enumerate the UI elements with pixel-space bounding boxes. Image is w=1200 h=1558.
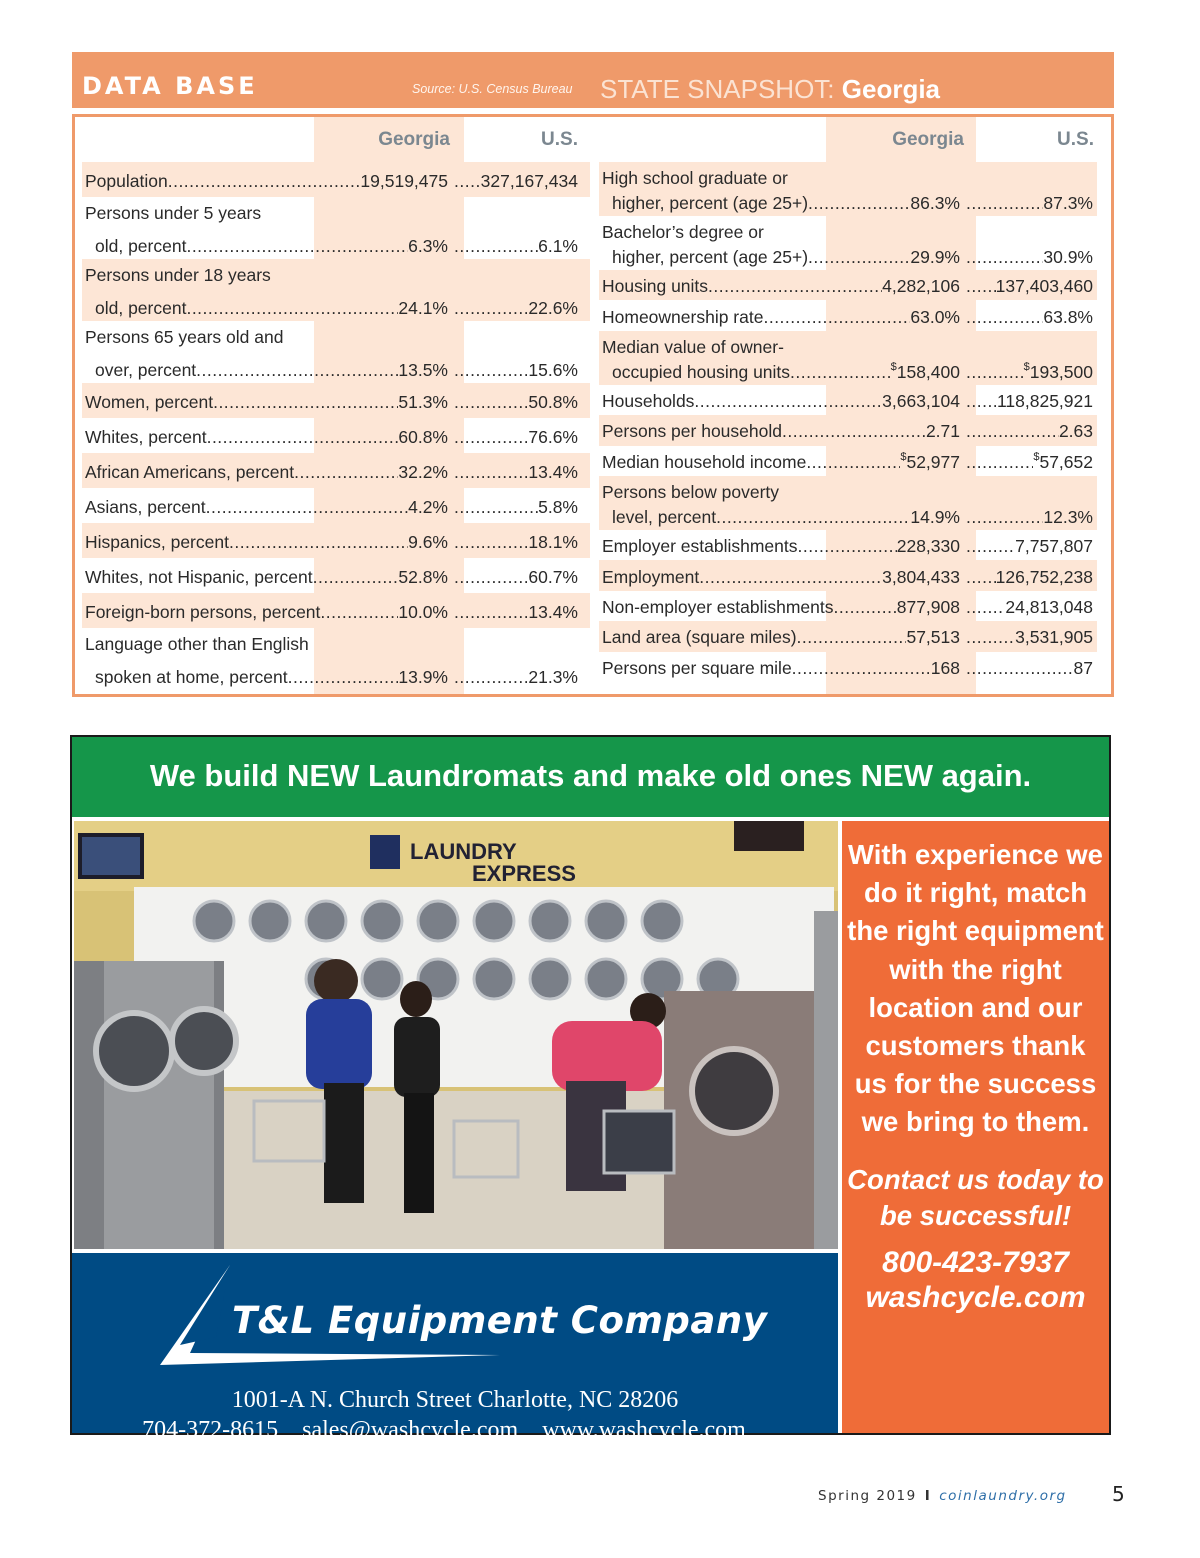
georgia-value: [931, 656, 960, 680]
table-row: [599, 415, 1097, 445]
leader-dots: [186, 296, 398, 320]
row-line: [602, 358, 1093, 384]
georgia-value-text: 2.71: [925, 421, 960, 442]
us-value: [1024, 360, 1093, 384]
us-value-text: 126,752,238: [995, 566, 1093, 587]
georgia-value: [891, 360, 960, 384]
georgia-value-text: 52,977: [906, 451, 960, 472]
row-label: Homeownership rate: [602, 306, 764, 327]
row-label-continued: higher, percent (age 25+): [612, 193, 809, 213]
us-value: [996, 274, 1093, 298]
row-line: [602, 478, 1097, 504]
table-row: [599, 652, 1097, 682]
leader-dots: [454, 495, 538, 519]
row-label: Bachelor’s degree or: [602, 222, 764, 242]
us-value: [481, 169, 578, 193]
table-row: [82, 418, 590, 453]
leader-dots: [966, 419, 1059, 443]
georgia-value: [398, 358, 448, 382]
georgia-value-text: 6.3%: [408, 236, 448, 256]
page-footer: [818, 1488, 1067, 1504]
table-row: [599, 162, 1097, 216]
leader-dots: [288, 665, 399, 689]
row-label: High school graduate or: [602, 168, 788, 188]
us-value-text: 57,652: [1039, 451, 1093, 472]
ad-headline: We build NEW Laundromats and make old ones NEW again.: [72, 737, 1109, 817]
leader-dots: [716, 505, 910, 529]
leader-dots: [834, 595, 897, 619]
leader-dots: [966, 534, 1015, 558]
row-line: [85, 663, 578, 689]
right-column: [599, 117, 1097, 694]
us-value-text: 193,500: [1029, 361, 1093, 382]
issue-label: Spring 2019: [818, 1488, 917, 1504]
table-row: [82, 162, 590, 197]
currency-symbol: $: [1023, 360, 1030, 373]
row-line: [602, 448, 1093, 474]
column-header-georgia: Georgia: [892, 129, 964, 150]
us-value: [528, 665, 578, 689]
georgia-value: [360, 169, 448, 193]
leader-dots: [196, 358, 398, 382]
georgia-value-text: 158,400: [896, 361, 960, 382]
leader-dots: [966, 565, 996, 589]
row-label: Persons per square mile: [602, 657, 792, 678]
leader-dots: [966, 274, 996, 298]
georgia-value: [926, 419, 960, 443]
row-label: Median household income: [602, 451, 807, 472]
row-line: [602, 623, 1093, 649]
office-phone: 704-372-8615: [142, 1417, 279, 1443]
page-number: 5: [1112, 1482, 1125, 1506]
row-label-continued: higher, percent (age 25+): [612, 247, 809, 267]
georgia-value: [398, 460, 448, 484]
us-value-text: 118,825,921: [996, 390, 1093, 411]
us-value-text: 6.1%: [538, 236, 578, 256]
currency-symbol: $: [900, 450, 907, 463]
row-label: Foreign-born persons, percent: [85, 601, 321, 622]
georgia-value-text: 10.0%: [398, 601, 448, 622]
data-base-header: [72, 52, 1114, 108]
us-value: [1074, 656, 1093, 680]
row-label-continued: spoken at home, percent: [95, 667, 288, 687]
row-line: [85, 261, 590, 287]
footer-separator: I: [924, 1488, 932, 1504]
currency-symbol: $: [1033, 450, 1040, 463]
store-sign-line2: EXPRESS: [472, 861, 576, 886]
georgia-value: [910, 191, 960, 215]
georgia-value-text: 24.1%: [398, 298, 448, 318]
georgia-value-text: 4,282,106: [882, 276, 960, 297]
georgia-value-text: 3,804,433: [882, 566, 960, 587]
us-value: [528, 600, 578, 624]
georgia-value: [910, 505, 960, 529]
row-label: Persons below poverty: [602, 482, 780, 502]
leader-dots: [454, 460, 528, 484]
georgia-value-text: 52.8%: [398, 566, 448, 587]
leader-dots: [454, 390, 528, 414]
georgia-value: [882, 389, 960, 413]
row-label: Persons 65 years old and: [85, 327, 284, 347]
row-line: [85, 232, 578, 258]
georgia-value: [910, 245, 960, 269]
leader-dots: [790, 360, 891, 384]
table-row: [599, 216, 1097, 270]
row-line: [602, 218, 1097, 244]
leader-dots: [797, 625, 907, 649]
website-link[interactable]: www.washcycle.com: [542, 1417, 746, 1443]
row-label-continued: level, percent: [612, 507, 717, 527]
table-row: [599, 331, 1097, 385]
row-line: [602, 243, 1093, 269]
leader-dots: [966, 389, 997, 413]
source-note: Source: U.S. Census Bureau: [412, 82, 573, 96]
us-value: [538, 234, 578, 258]
row-label: Median value of owner-: [602, 336, 784, 357]
row-label: African Americans, percent: [85, 461, 295, 482]
us-value-text: 5.8%: [538, 496, 578, 517]
footer-site-link[interactable]: coinlaundry.org: [939, 1488, 1067, 1504]
georgia-value: [882, 565, 960, 589]
table-row: [599, 270, 1097, 300]
us-value: [528, 460, 578, 484]
row-line: [85, 199, 590, 225]
row-label: Persons under 18 years: [85, 265, 271, 285]
column-header-us: U.S.: [541, 129, 578, 150]
laundromat-photo: [74, 821, 838, 1249]
us-value-text: 18.1%: [528, 531, 578, 552]
leader-dots: [763, 305, 910, 329]
company-name: T&L Equipment Company: [232, 1299, 768, 1342]
table-row: [599, 476, 1097, 530]
leader-dots: [454, 425, 528, 449]
us-value: [538, 495, 578, 519]
georgia-value-text: 13.9%: [398, 667, 448, 687]
row-label-continued: old, percent: [95, 298, 187, 318]
us-value-text: 12.3%: [1043, 507, 1093, 527]
us-value: [528, 390, 578, 414]
georgia-value: [398, 390, 448, 414]
company-panel: [72, 1253, 838, 1443]
us-value: [1043, 245, 1093, 269]
leader-dots: [320, 600, 398, 624]
us-value-text: 13.4%: [528, 461, 578, 482]
row-line: [85, 388, 578, 414]
leader-dots: [966, 595, 1005, 619]
us-value-text: 24,813,048: [1005, 596, 1093, 617]
row-label: Language other than English: [85, 634, 309, 654]
georgia-value: [408, 495, 448, 519]
left-column: [82, 117, 590, 694]
column-header-us: U.S.: [1057, 129, 1094, 150]
leader-dots: [454, 565, 528, 589]
row-line: [602, 532, 1093, 558]
leader-dots: [454, 234, 538, 258]
us-value-text: 87: [1073, 657, 1093, 678]
table-row: [82, 321, 590, 383]
us-value: [1033, 450, 1093, 474]
us-value-text: 15.6%: [528, 360, 578, 380]
georgia-value: [900, 450, 960, 474]
table-row: [82, 558, 590, 593]
leader-dots: [966, 360, 1024, 384]
currency-symbol: $: [890, 360, 897, 373]
table-row: [82, 383, 590, 418]
georgia-value-text: 877,908: [896, 596, 960, 617]
row-line: [602, 593, 1093, 619]
row-line: [602, 189, 1093, 215]
row-line: [602, 333, 1097, 359]
georgia-value: [398, 665, 448, 689]
georgia-value: [408, 530, 448, 554]
row-line: [602, 303, 1093, 329]
toll-free-phone[interactable]: 800-423-7937: [882, 1245, 1069, 1279]
leader-dots: [699, 565, 882, 589]
row-label: Employer establishments: [602, 536, 798, 557]
us-value-text: 22.6%: [528, 298, 578, 318]
leader-dots: [806, 450, 900, 474]
web-link[interactable]: washcycle.com: [865, 1280, 1086, 1314]
row-label: Households: [602, 390, 695, 411]
row-line: [85, 528, 578, 554]
georgia-value-text: 14.9%: [910, 507, 960, 527]
leader-dots: [206, 495, 408, 519]
store-sign-line1: LAUNDRY: [410, 839, 517, 864]
us-value-text: 13.4%: [528, 601, 578, 622]
us-value-text: 3,531,905: [1015, 627, 1093, 648]
us-value-text: 87.3%: [1043, 193, 1093, 213]
leader-dots: [808, 191, 910, 215]
table-row: [599, 621, 1097, 651]
company-address: 1001-A N. Church Street Charlotte, NC 28206: [231, 1387, 679, 1413]
us-value-text: 50.8%: [528, 391, 578, 412]
us-value: [1005, 595, 1093, 619]
georgia-value-text: 32.2%: [398, 461, 448, 482]
georgia-value-text: 63.0%: [910, 306, 960, 327]
leader-dots: [186, 234, 408, 258]
leader-dots: [798, 534, 897, 558]
georgia-value-text: 51.3%: [398, 391, 448, 412]
row-line: [85, 630, 590, 656]
row-label: Whites, not Hispanic, percent: [85, 566, 313, 587]
snapshot-prefix: STATE SNAPSHOT:: [600, 74, 835, 104]
us-value-text: 60.7%: [528, 566, 578, 587]
leader-dots: [808, 245, 910, 269]
leader-dots: [966, 450, 1033, 474]
us-value-text: 137,403,460: [995, 276, 1093, 297]
georgia-value-text: 4.2%: [408, 496, 448, 517]
leader-dots: [966, 625, 1015, 649]
row-line: [85, 598, 578, 624]
georgia-value-text: 3,663,104: [882, 390, 960, 411]
georgia-value: [398, 425, 448, 449]
georgia-value: [398, 296, 448, 320]
leader-dots: [966, 191, 1043, 215]
section-title: DATA BASE: [82, 72, 258, 100]
snapshot-title: [600, 74, 940, 105]
georgia-value-text: 228,330: [896, 536, 960, 557]
us-value: [1015, 534, 1093, 558]
leader-dots: [694, 389, 882, 413]
leader-dots: [207, 425, 399, 449]
georgia-value: [408, 234, 448, 258]
row-line: [602, 387, 1093, 413]
us-value: [1015, 625, 1093, 649]
leader-dots: [294, 460, 398, 484]
us-value: [996, 565, 1093, 589]
row-label-continued: over, percent: [95, 360, 197, 380]
row-label: Women, percent: [85, 391, 214, 412]
us-value-text: 327,167,434: [480, 170, 578, 191]
row-label: Housing units: [602, 276, 709, 297]
row-line: [602, 563, 1093, 589]
leader-dots: [454, 665, 528, 689]
row-line: [602, 417, 1093, 443]
us-value: [1059, 419, 1093, 443]
state-snapshot-table: [72, 114, 1114, 697]
leader-dots: [966, 305, 1043, 329]
row-label: Hispanics, percent: [85, 531, 229, 552]
georgia-value: [897, 595, 960, 619]
leader-dots: [454, 600, 528, 624]
table-row: [82, 197, 590, 259]
pitch-panel: [842, 821, 1109, 1433]
us-value: [997, 389, 1093, 413]
georgia-value-text: 57,513: [906, 627, 960, 648]
table-row: [599, 560, 1097, 590]
row-label: Land area (square miles): [602, 627, 797, 648]
georgia-value: [910, 305, 960, 329]
row-label: Whites, percent: [85, 426, 207, 447]
row-label: Persons under 5 years: [85, 203, 262, 223]
us-value: [528, 296, 578, 320]
table-row: [599, 300, 1097, 330]
leader-dots: [454, 296, 528, 320]
us-value: [528, 425, 578, 449]
row-line: [85, 563, 578, 589]
table-row: [599, 385, 1097, 415]
leader-dots: [966, 245, 1043, 269]
leader-dots: [229, 530, 408, 554]
us-value-text: 2.63: [1058, 421, 1093, 442]
snapshot-state: Georgia: [841, 74, 941, 104]
leader-dots: [454, 169, 481, 193]
row-line: [85, 493, 578, 519]
row-line: [85, 167, 578, 193]
georgia-value: [398, 565, 448, 589]
leader-dots: [966, 656, 1074, 680]
us-value: [1043, 305, 1093, 329]
georgia-value-text: 13.5%: [398, 360, 448, 380]
row-line: [602, 654, 1093, 680]
us-value-text: 76.6%: [528, 426, 578, 447]
georgia-value: [398, 600, 448, 624]
row-line: [602, 272, 1093, 298]
us-value: [528, 565, 578, 589]
leader-dots: [168, 169, 361, 193]
table-row: [82, 593, 590, 628]
us-value-text: 30.9%: [1043, 247, 1093, 267]
us-value: [528, 530, 578, 554]
us-value: [1043, 191, 1093, 215]
us-value: [528, 358, 578, 382]
table-row: [599, 446, 1097, 476]
company-contact-line: [72, 1417, 816, 1444]
row-line: [85, 323, 590, 349]
leader-dots: [782, 419, 926, 443]
leader-dots: [454, 530, 528, 554]
row-line: [85, 356, 578, 382]
georgia-value-text: 168: [930, 657, 960, 678]
leader-dots: [966, 505, 1043, 529]
pitch-text: With experience we do it right, match the right equipment with the right location and our customers thank us for the success we bring to them.: [847, 839, 1104, 1138]
advertisement: [70, 735, 1111, 1443]
column-header-georgia: Georgia: [378, 129, 450, 150]
row-label: Non-employer establishments: [602, 596, 834, 617]
email-link[interactable]: sales@washcycle.com: [302, 1417, 519, 1443]
us-value-text: 7,757,807: [1015, 536, 1093, 557]
georgia-value-text: 19,519,475: [360, 170, 448, 191]
leader-dots: [708, 274, 882, 298]
row-label-continued: occupied housing units: [612, 361, 791, 382]
table-row: [599, 530, 1097, 560]
call-to-action: Contact us today to be successful!: [847, 1163, 1104, 1231]
georgia-value-text: 60.8%: [398, 426, 448, 447]
georgia-value-text: 86.3%: [910, 193, 960, 213]
leader-dots: [792, 656, 931, 680]
table-row: [82, 453, 590, 488]
georgia-value-text: 9.6%: [408, 531, 448, 552]
row-line: [602, 164, 1097, 190]
georgia-value-text: 29.9%: [910, 247, 960, 267]
row-line: [85, 458, 578, 484]
table-row: [599, 591, 1097, 621]
table-row: [82, 488, 590, 523]
us-value-text: 21.3%: [528, 667, 578, 687]
row-label: Persons per household: [602, 421, 782, 442]
table-row: [82, 628, 590, 690]
row-label-continued: old, percent: [95, 236, 187, 256]
row-label: Asians, percent: [85, 496, 206, 517]
us-value: [1043, 505, 1093, 529]
row-line: [85, 294, 578, 320]
georgia-value: [882, 274, 960, 298]
row-label: Employment: [602, 566, 700, 587]
leader-dots: [454, 358, 528, 382]
us-value-text: 63.8%: [1043, 306, 1093, 327]
georgia-value: [906, 625, 960, 649]
row-label: Population: [85, 170, 168, 191]
row-line: [85, 423, 578, 449]
row-line: [602, 503, 1093, 529]
leader-dots: [313, 565, 399, 589]
georgia-value: [897, 534, 960, 558]
leader-dots: [213, 390, 398, 414]
table-row: [82, 259, 590, 321]
table-row: [82, 523, 590, 558]
